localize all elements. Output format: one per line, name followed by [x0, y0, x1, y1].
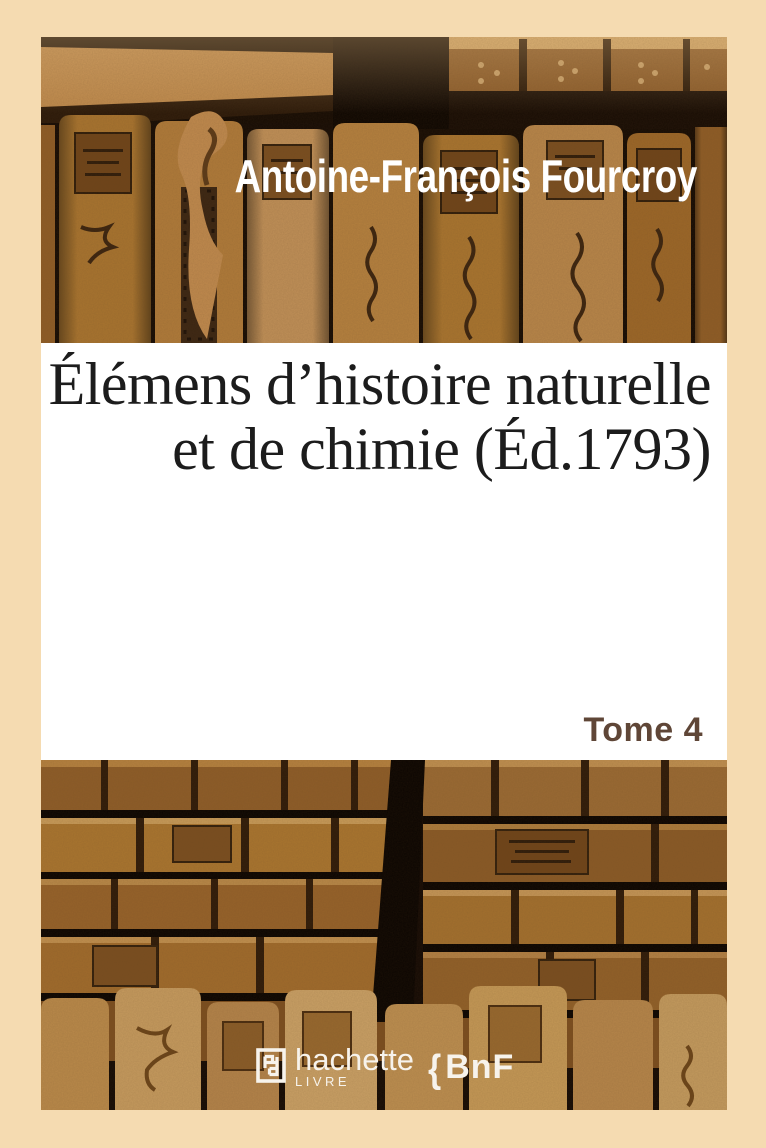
hachette-livre-logo: [256, 1042, 414, 1089]
volume-label: Tome 4: [583, 711, 703, 749]
hachette-livre-text: LIVRE: [295, 1074, 351, 1089]
bnf-logo: [428, 1047, 515, 1092]
hachette-wordmark: [295, 1042, 414, 1089]
hachette-name-text: hachette: [295, 1042, 414, 1077]
book-title-line-2: et de chimie (Éd.1793): [172, 416, 711, 482]
book-title-line-1: Élémens d’histoire naturelle: [48, 351, 711, 417]
publisher-logos: [0, 1042, 766, 1102]
bnf-name-text: BnF: [445, 1048, 515, 1086]
book-title: [49, 352, 711, 482]
author-name: Antoine-François Fourcroy: [234, 150, 697, 202]
hachette-logo-icon: [256, 1048, 286, 1083]
bnf-brace-icon: {: [428, 1047, 442, 1092]
